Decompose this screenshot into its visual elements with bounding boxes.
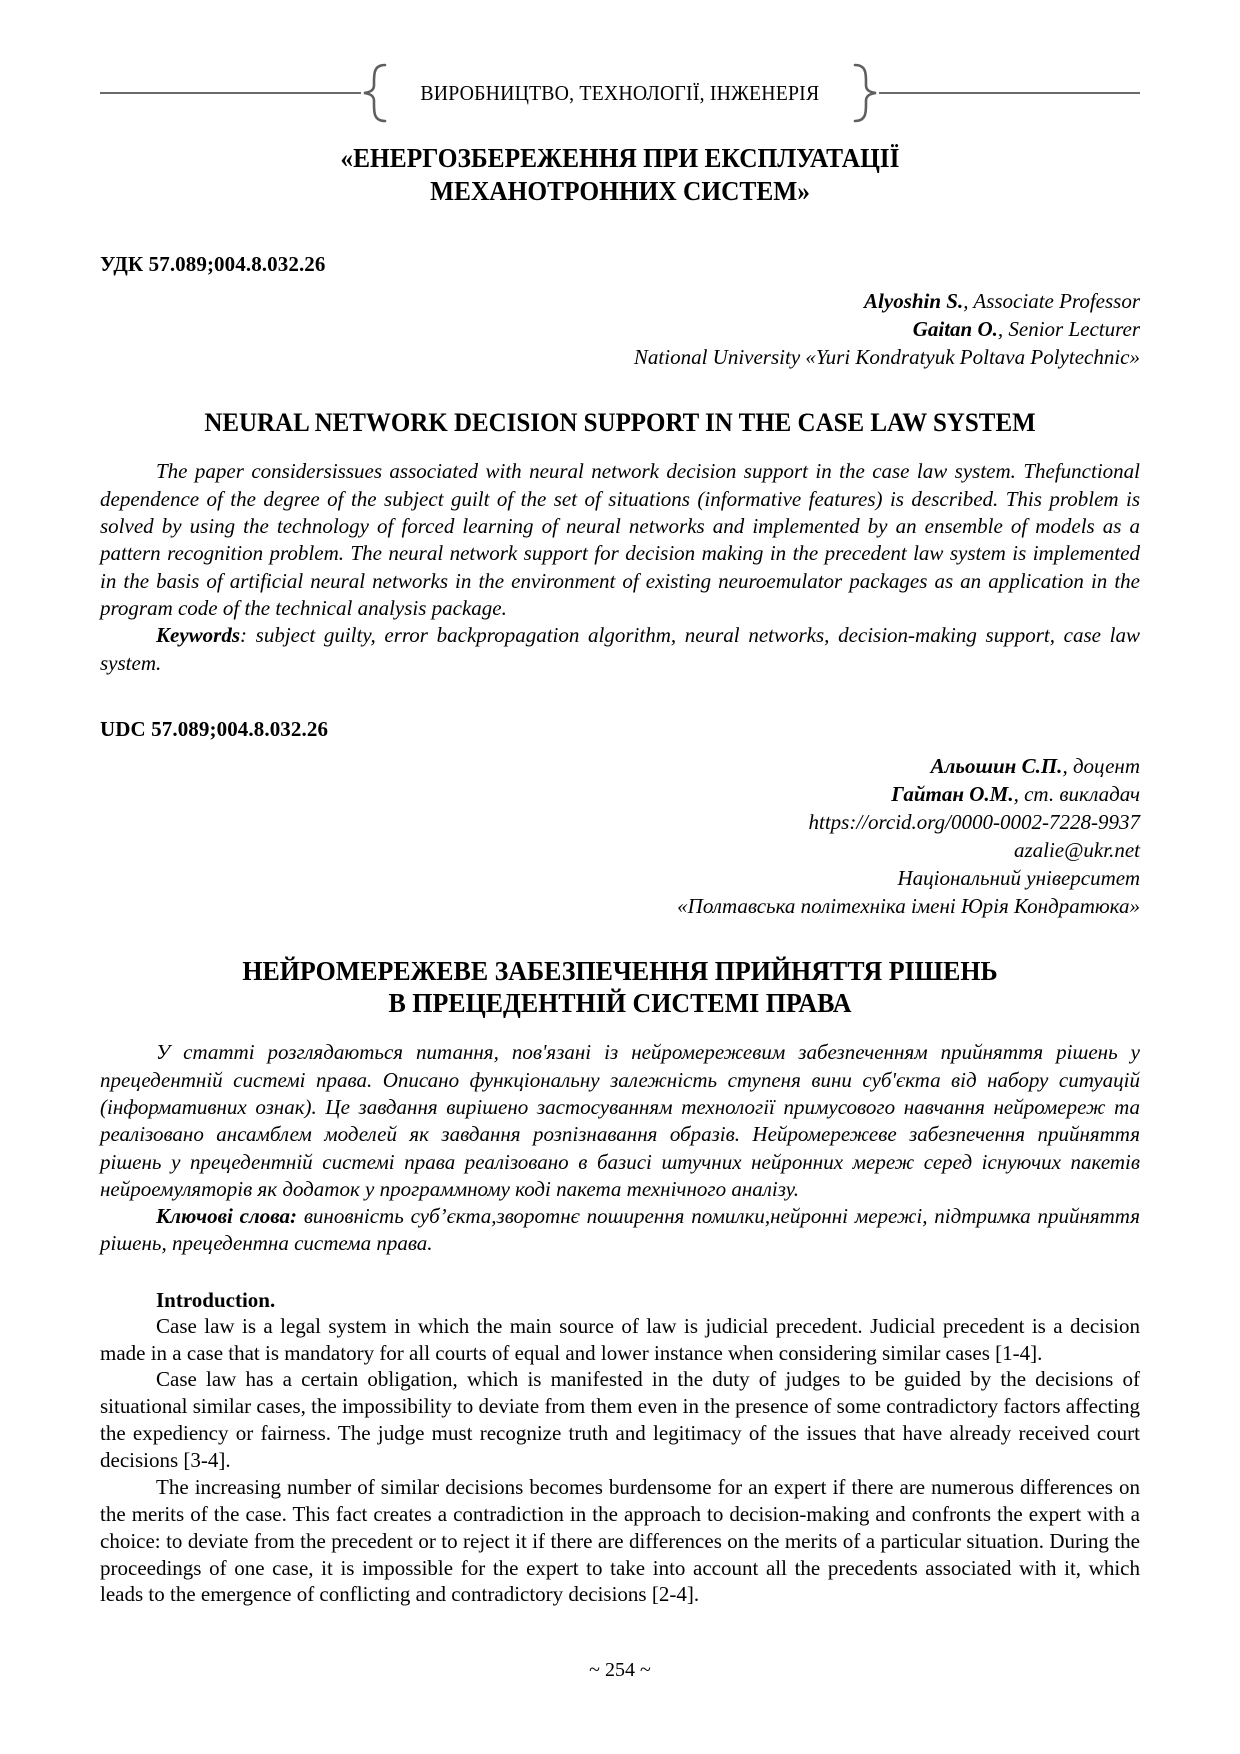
udc-ukrainian: UDC 57.089;004.8.032.26 <box>100 716 329 741</box>
author-block-english <box>100 287 1140 371</box>
author-line-1-ua <box>100 752 1140 780</box>
introduction-heading: Introduction. <box>156 1287 276 1312</box>
running-head <box>100 62 1140 124</box>
page-number: ~ 254 ~ <box>589 1659 651 1681</box>
affiliation-english: National University «Yuri Kondratyuk Poltava Polytechnic» <box>633 345 1140 370</box>
paper-title-ukrainian-line-2: В ПРЕЦЕДЕНТНІЙ СИСТЕМІ ПРАВА <box>388 987 852 1018</box>
email-link[interactable]: azalie@ukr.net <box>1013 838 1140 863</box>
right-brace-icon <box>853 63 879 123</box>
author-role-aloshyn: , доцент <box>1062 753 1140 778</box>
affiliation-ukrainian-line-2: «Полтавська політехніка імені Юрія Кондратюка» <box>677 894 1140 919</box>
author-role-haitan: , ст. викладач <box>1013 781 1140 806</box>
abstract-english: The paper considersissues associated with neural network decision support in the case law system. Thefunctional dependence of the degree of the subject guilt of the set of situations (informative features) is described. This problem is solved by using the technology of forced learning of neural networks and implemented by an ensemble of models as a pattern recognition problem. The neural network support for decision making in the precedent law system is implemented in the basis of artificial neural networks in the environment of existing neuroemulator packages as an application in the program code of the technical analysis package. <box>100 459 1140 620</box>
paper-title-english: NEURAL NETWORK DECISION SUPPORT IN THE CASE LAW SYSTEM <box>204 408 1036 438</box>
author-name-haitan: Гайтан О.М. <box>891 781 1014 806</box>
section-title <box>131 142 1109 208</box>
author-name-alyoshin: Alyoshin S. <box>864 288 964 313</box>
orcid-link[interactable]: https://orcid.org/0000-0002-7228-9937 <box>808 810 1140 835</box>
author-role-alyoshin: , Associate Professor <box>963 288 1140 313</box>
introduction-paragraph-3: The increasing number of similar decisions becomes burdensome for an expert if there are numerous differences on the merits of the case. This fact creates a contradiction in the approach to decision-making and confronts the expert with a choice: to deviate from the precedent or to reject it if there are differences on the merits of a particular situation. During the proceedings of one case, it is impossible for the expert to take into account all the precedents associated with it, which leads to the emergence of conflicting and contradictory decisions [2-4]. <box>100 1474 1140 1607</box>
author-name-gaitan: Gaitan O. <box>912 317 998 341</box>
author-name-aloshyn: Альошин С.П. <box>930 753 1063 778</box>
section-title-line-1: «ЕНЕРГОЗБЕРЕЖЕННЯ ПРИ ЕКСПЛУАТАЦІЇ <box>340 143 900 173</box>
keywords-text-english: : subject guilty, error backpropagation algorithm, neural networks, decision-making support, case law system. <box>100 623 1140 675</box>
abstract-ukrainian: У статті розглядаються питання, пов'язані із нейромережевим забезпеченням прийняття рішень у прецедентній системі права. Описано функціональну залежність ступеня вини суб'єкта від набору ситуацій (інформативних ознак). Це завдання вирішено застосуванням технології примусового навчання нейромереж та реалізовано ансамблем моделей як завдання розпізнавання образів. Нейромережеве забезпечення прийняття рішень у прецедентній системі права реалізовано в базисі штучних нейронних мереж серед існуючих пакетів нейроемуляторів як додаток у программному коді пакета технічного аналізу. <box>100 1040 1140 1201</box>
author-line-1 <box>100 287 1140 315</box>
udc-english: УДК 57.089;004.8.032.26 <box>100 251 326 276</box>
paper-title-ukrainian <box>121 955 1119 1020</box>
affiliation-ukrainian-line-1: Національний університет <box>897 866 1140 891</box>
running-head-rule-left <box>100 92 361 94</box>
introduction-paragraph-2: Case law has a certain obligation, which is manifested in the duty of judges to be guided by the decisions of situational similar cases, the impossibility to deviate from them even in the presence of some contradictory factors affecting the expediency or fairness. The judge must recognize truth and legitimacy of the issues that have already received court decisions [3-4]. <box>100 1367 1140 1473</box>
author-role-gaitan: , Senior Lecturer <box>997 317 1140 341</box>
running-head-text: ВИРОБНИЦТВО, ТЕХНОЛОГІЇ, ІНЖЕНЕРІЯ <box>420 80 820 105</box>
running-head-rule-right <box>879 92 1140 94</box>
author-line-2 <box>100 315 1140 343</box>
author-block-ukrainian <box>100 752 1140 921</box>
paper-title-ukrainian-line-1: НЕЙРОМЕРЕЖЕВЕ ЗАБЕЗПЕЧЕННЯ ПРИЙНЯТТЯ РІШЕНЬ <box>242 955 998 986</box>
introduction-paragraph-1: Case law is a legal system in which the main source of law is judicial precedent. Judicial precedent is a decision made in a case that is mandatory for all courts of equal and lower instance when considering similar cases [1-4]. <box>100 1313 1140 1365</box>
author-line-2-ua <box>100 780 1140 808</box>
left-brace-icon <box>361 63 387 123</box>
keywords-english <box>100 622 1140 677</box>
keywords-text-ukrainian: виновність суб’єкта,зворотнє поширення помилки,нейронні мережі, підтримка прийняття рішень, прецедентна система права. <box>100 1204 1140 1256</box>
keywords-ukrainian <box>100 1203 1140 1258</box>
keywords-label-english: Keywords <box>156 623 240 648</box>
keywords-label-ukrainian: Ключові слова: <box>156 1204 297 1229</box>
section-title-line-2: МЕХАНОТРОННИХ СИСТЕМ» <box>430 175 810 206</box>
